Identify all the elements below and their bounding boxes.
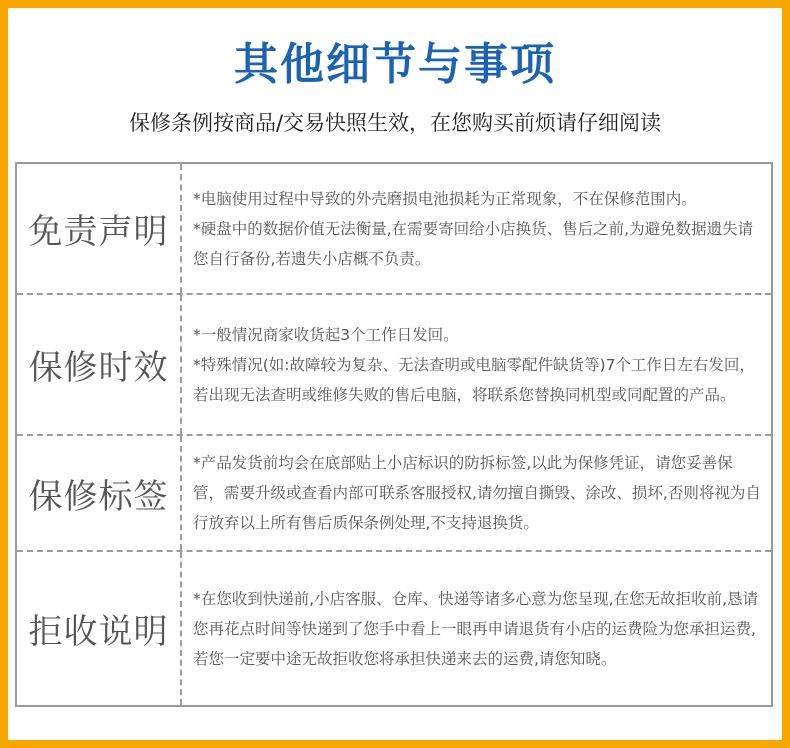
- column-divider: [180, 295, 182, 434]
- section-warranty-label: [17, 436, 771, 552]
- section-paragraph: *在您收到快递前,小店客服、仓库、快递等诸多心意为您呈现,在您无故拒收前,恳请您再花点时间等快递到了您手中看上一眼再申请退货有小店的运费险为您承担运费,若您一定要中途无故拒收您将承担快递来去的运费,请您知晓。: [193, 589, 759, 668]
- section-warranty-period: [17, 295, 771, 436]
- detail-page: [8, 8, 782, 740]
- terms-table: [15, 162, 773, 707]
- section-paragraph: *一般情况商家收货起3个工作日发回。: [193, 325, 459, 344]
- section-label: 保修时效: [28, 348, 169, 388]
- section-body: [193, 295, 761, 434]
- section-label: 拒收说明: [28, 612, 169, 652]
- section-paragraph: *电脑使用过程中导致的外壳磨损电池损耗为正常现象，不在保修范围内。: [193, 189, 697, 208]
- section-paragraph: *产品发货前均会在底部贴上小店标识的防拆标签,以此为保修凭证，请您妥善保管，需要升级或查看内部可联系客服授权,请勿擅自撕毁、涂改、损坏,否则将视为自行放弃以上所有售后质保条例处理,不支持退换货。: [193, 454, 761, 532]
- section-body: [193, 552, 761, 705]
- section-label: 保修标签: [28, 476, 169, 517]
- page-subtitle: 保修条例按商品/交易快照生效，在您购买前烦请仔细阅读: [128, 111, 662, 135]
- section-label: 免责声明: [28, 212, 169, 252]
- section-refusal: [17, 552, 771, 705]
- column-divider: [180, 436, 182, 550]
- section-body: [193, 436, 761, 550]
- section-disclaimer: [17, 164, 771, 295]
- column-divider: [180, 552, 182, 705]
- section-body: [193, 164, 761, 293]
- section-paragraph: *硬盘中的数据价值无法衡量,在需要寄回给小店换货、售后之前,为避免数据遗失请您自行备份,若遗失小店概不负责。: [193, 219, 754, 268]
- column-divider: [180, 164, 182, 293]
- section-paragraph: *特殊情况(如:故障较为复杂、无法查明或电脑零配件缺货等)7个工作日左右发回，若出现无法查明或维修失败的售后电脑，将联系您替换同机型或同配置的产品。: [193, 355, 755, 404]
- page-title: 其他细节与事项: [234, 39, 556, 90]
